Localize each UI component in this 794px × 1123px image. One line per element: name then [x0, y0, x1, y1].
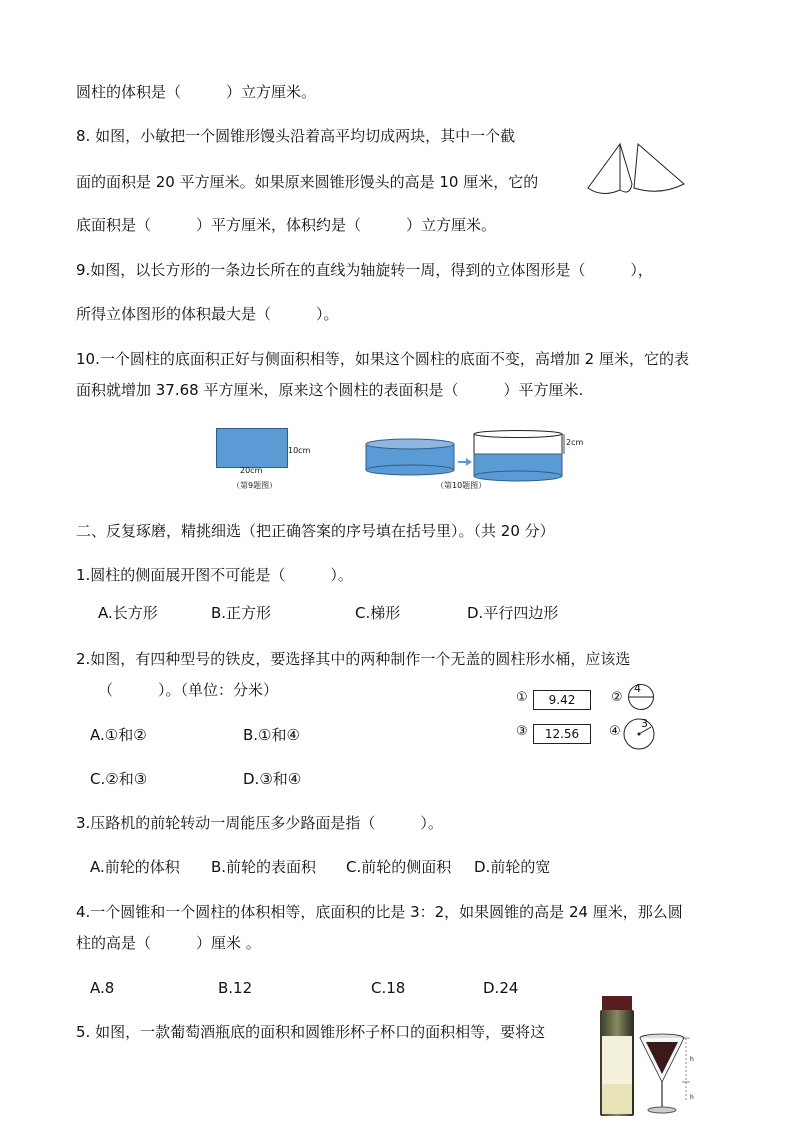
s3-option-b: B.前轮的表面积 [211, 858, 317, 876]
sheet-4-radius: 3 [641, 717, 648, 730]
s2-option-a: A.①和② [90, 726, 147, 744]
q10-line-1: 10.一个圆柱的底面积正好与侧面积相等，如果这个圆柱的底面不变，高增加 2 厘米，它的表 [76, 350, 689, 368]
s4-stem-2: 柱的高是（ ）厘米 。 [76, 934, 261, 952]
s2-stem-2: （ ）。（单位：分米） [98, 681, 279, 699]
s1-option-b: B.正方形 [211, 604, 272, 622]
s2-option-b: B.①和④ [243, 726, 300, 744]
q10-caption: （第10题图） [436, 481, 487, 490]
q10-added-height-label: 2cm [566, 438, 584, 447]
s2-option-c: C.②和③ [90, 770, 148, 788]
q8-line-1: 8. 如图，小敏把一个圆锥形馒头沿着高平均切成两块，其中一个截 [76, 127, 516, 145]
s4-option-c: C.18 [371, 979, 406, 997]
sheet-2-circle [624, 683, 658, 713]
q9-width-label: 20cm [240, 466, 263, 475]
section-2-heading: 二、反复琢磨，精挑细选（把正确答案的序号填在括号里）。（共 20 分） [76, 522, 555, 540]
cone-halves-figure [580, 140, 690, 200]
sheet-4-circle [621, 717, 659, 751]
glass-height-label-1: h [690, 1056, 694, 1063]
q9-line-2: 所得立体图形的体积最大是（ ）。 [76, 305, 339, 323]
q10-line-2: 面积就增加 37.68 平方厘米，原来这个圆柱的表面积是（ ）平方厘米. [76, 381, 584, 399]
q7-tail-line: 圆柱的体积是（ ）立方厘米。 [76, 83, 317, 101]
sheet-2-label: ② [611, 690, 623, 705]
q9-height-label: 10cm [288, 446, 311, 455]
sheet-3-label: ③ [516, 724, 528, 739]
glass-height-label-2: h [690, 1094, 694, 1101]
s4-stem-1: 4.一个圆锥和一个圆柱的体积相等，底面积的比是 3：2，如果圆锥的高是 24 厘米，那么圆 [76, 903, 683, 921]
sheet-4-label: ④ [609, 724, 621, 739]
sheet-3-rectangle: 12.56 [533, 724, 591, 744]
sheet-2-diameter: 4 [634, 682, 641, 695]
s1-option-a: A.长方形 [98, 604, 158, 622]
sheet-1-rectangle: 9.42 [533, 690, 591, 710]
s5-stem: 5. 如图，一款葡萄酒瓶底的面积和圆锥形杯子杯口的面积相等，要将这 [76, 1023, 546, 1041]
s4-option-a: A.8 [90, 979, 115, 997]
s3-option-a: A.前轮的体积 [90, 858, 180, 876]
s1-option-c: C.梯形 [355, 604, 401, 622]
s3-stem: 3.压路机的前轮转动一周能压多少路面是指（ ）。 [76, 814, 443, 832]
q9-rectangle [216, 428, 288, 468]
s4-option-b: B.12 [218, 979, 253, 997]
q8-line-2: 面的面积是 20 平方厘米。如果原来圆锥形馒头的高是 10 厘米，它的 [76, 173, 539, 191]
s1-stem: 1.圆柱的侧面展开图不可能是（ ）。 [76, 566, 353, 584]
s3-option-c: C.前轮的侧面积 [346, 858, 452, 876]
s4-option-d: D.24 [483, 979, 519, 997]
s1-option-d: D.平行四边形 [467, 604, 559, 622]
s2-option-d: D.③和④ [243, 770, 302, 788]
s3-option-d: D.前轮的宽 [474, 858, 551, 876]
sheet-1-label: ① [516, 690, 528, 705]
q9-line-1: 9.如图，以长方形的一条边长所在的直线为轴旋转一周，得到的立体图形是（ ）， [76, 261, 653, 279]
q9-caption: （第9题图） [232, 481, 278, 490]
q8-line-3: 底面积是（ ）平方厘米，体积约是（ ）立方厘米。 [76, 216, 497, 234]
wine-bottle-glass-figure [598, 996, 698, 1120]
s2-stem-1: 2.如图，有四种型号的铁皮，要选择其中的两种制作一个无盖的圆柱形水桶，应该选 [76, 650, 631, 668]
